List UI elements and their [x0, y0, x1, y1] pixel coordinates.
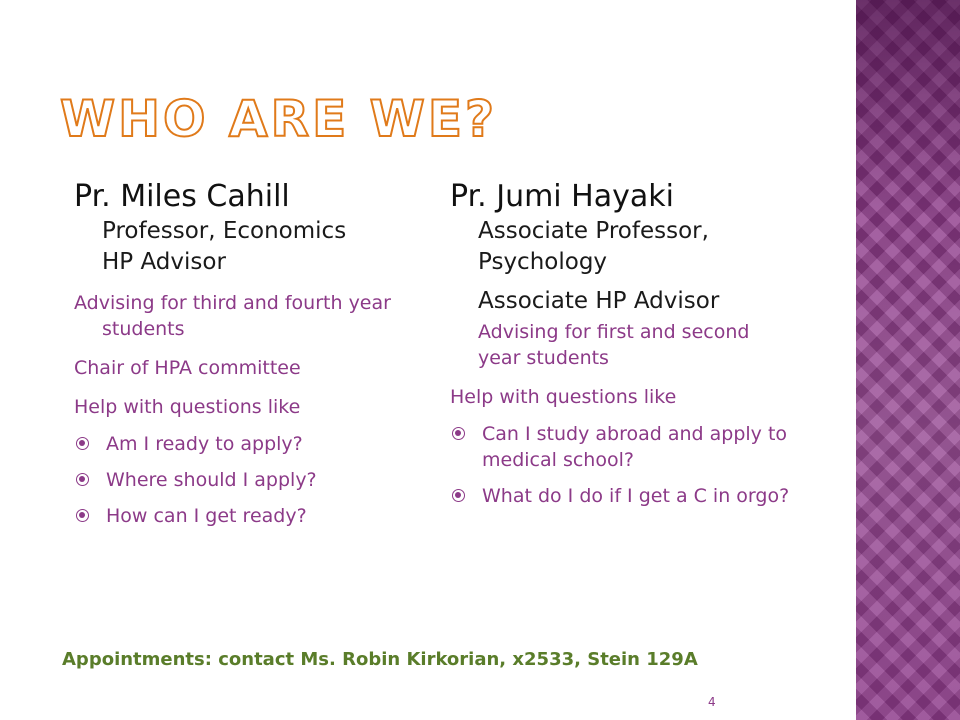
list-item — [74, 467, 424, 493]
right-item-advising: Advising for first and second year students — [478, 321, 750, 369]
left-person-name: Pr. Miles Cahill — [74, 179, 290, 214]
left-question-list — [74, 431, 424, 529]
list-item — [74, 503, 424, 529]
right-column — [450, 178, 830, 519]
left-column — [74, 178, 424, 539]
circled-dot-bullet-icon — [76, 473, 89, 486]
right-role-advisor: Associate HP Advisor — [478, 288, 720, 314]
circled-dot-bullet-icon — [76, 509, 89, 522]
left-item-advising: Advising for third and fourth year students — [74, 292, 391, 340]
slide-title: WHO ARE WE? — [60, 90, 497, 148]
decorative-side-band — [856, 0, 960, 720]
right-item-help: Help with questions like — [450, 386, 677, 408]
left-item-help: Help with questions like — [74, 396, 301, 418]
left-item-committee: Chair of HPA committee — [74, 357, 301, 379]
page-number: 4 — [708, 695, 716, 709]
list-item-text: What do I do if I get a C in orgo? — [482, 485, 790, 507]
right-person-name: Pr. Jumi Hayaki — [450, 179, 674, 214]
list-item-text: Can I study abroad and apply to medical school? — [482, 423, 788, 471]
circled-dot-bullet-icon — [452, 489, 465, 502]
list-item-text: Am I ready to apply? — [106, 433, 303, 455]
list-item-text: Where should I apply? — [106, 469, 317, 491]
list-item — [450, 421, 812, 473]
circled-dot-bullet-icon — [76, 437, 89, 450]
circled-dot-bullet-icon — [452, 427, 465, 440]
appointments-footer: Appointments: contact Ms. Robin Kirkorian, x2533, Stein 129A — [62, 649, 698, 670]
left-role-title: Professor, Economics — [102, 218, 347, 244]
list-item — [450, 483, 812, 509]
list-item-text: How can I get ready? — [106, 505, 307, 527]
list-item — [74, 431, 424, 457]
left-role-advisor: HP Advisor — [102, 249, 226, 275]
right-role-title: Associate Professor, Psychology — [478, 218, 709, 275]
right-question-list — [450, 421, 830, 509]
